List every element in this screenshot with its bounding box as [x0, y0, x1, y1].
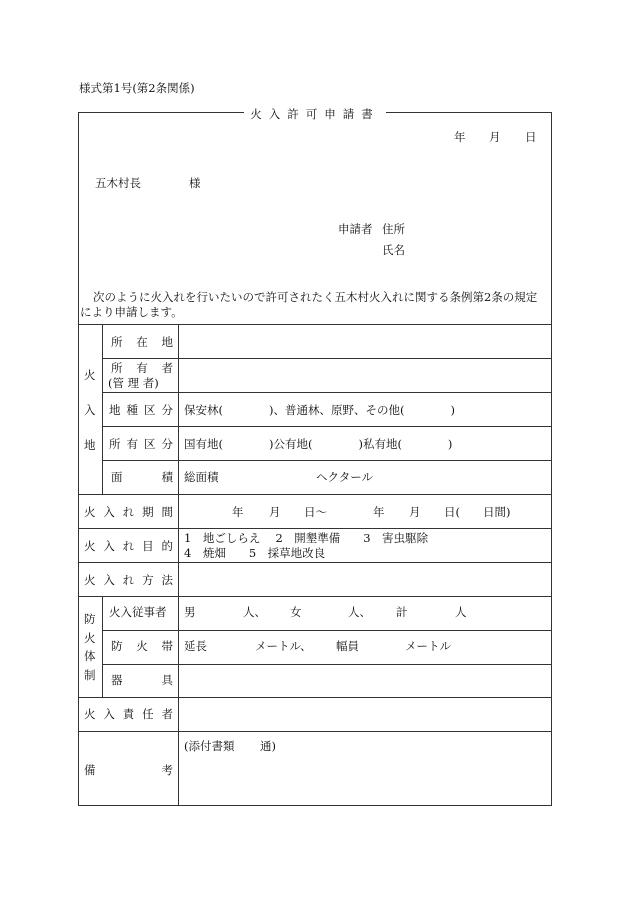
attachment-label: (添付書類 [184, 739, 235, 753]
rule-land-1 [102, 358, 552, 359]
rule-remarks-top [78, 731, 552, 732]
period-start-day: 日〜 [304, 505, 327, 519]
rule-prevention-2 [102, 664, 552, 665]
rule-prevention-top [78, 596, 552, 597]
address-label: 住所 [382, 222, 405, 236]
area-total-label: 総面積 [184, 470, 219, 484]
form-title-bar [78, 106, 552, 120]
workers-female-unit: 人、 [348, 605, 371, 619]
ownership-class-value: 国有地( )公有地( )私有地( ) [184, 437, 453, 451]
rule-table-top [78, 324, 552, 325]
period-label: 火 入 れ 期 間 [84, 505, 173, 519]
statement-line2: により申請します。 [80, 305, 183, 319]
rule-land-3 [102, 426, 552, 427]
equipment-label: 器 具 [111, 673, 173, 687]
purpose-options-line1: 1 地ごしらえ 2 開墾準備 3 害虫駆除 [184, 531, 429, 545]
method-label: 火 入 れ 方 法 [84, 573, 173, 587]
applicant-label: 申請者 [338, 222, 373, 236]
area-unit: ヘクタール [316, 470, 374, 484]
firebreak-width-unit: メートル [405, 639, 451, 653]
period-end-day: 日( [444, 505, 460, 519]
responsible-label: 火 入 責 任 者 [84, 707, 173, 721]
rule-purpose-top [78, 528, 552, 529]
addressee-village: 五木村長 [95, 176, 141, 190]
rule-prevention-1 [102, 630, 552, 631]
firebreak-length-label: 延長 [184, 639, 207, 653]
form-title: 火入許可申請書 [244, 107, 386, 121]
rule-responsible-top [78, 697, 552, 698]
period-end-year: 年 [373, 505, 385, 519]
period-start-month: 月 [269, 505, 281, 519]
date-year-label: 年 [454, 130, 466, 144]
land-class-value: 保安林( )、普通林、原野、その他( ) [184, 403, 455, 417]
name-label: 氏名 [382, 243, 405, 257]
purpose-options-line2: 4 焼畑 5 採草地改良 [184, 546, 326, 560]
application-form-frame [78, 112, 552, 806]
rule-land-4 [102, 460, 552, 461]
form-number: 様式第1号(第2条関係) [79, 81, 195, 95]
date-day-label: 日 [525, 130, 537, 144]
attachment-count-suffix: 通) [260, 739, 276, 753]
rule-land-2 [102, 392, 552, 393]
land-class-label: 地 種 区 分 [109, 403, 173, 417]
owner-sub-label: (管 理 者) [108, 376, 159, 390]
location-label: 所 在 地 [111, 335, 173, 349]
period-days: 日間) [483, 505, 511, 519]
land-group-label: 火 入 地 [84, 368, 96, 452]
rule-method-top [78, 562, 552, 563]
rule-prevention-group-divider [102, 596, 103, 697]
rule-period-top [78, 494, 552, 495]
area-label: 面 積 [111, 470, 173, 484]
workers-total-label: 計 [396, 605, 408, 619]
workers-male-unit: 人、 [243, 605, 266, 619]
ownership-class-label: 所 有 区 分 [109, 437, 173, 451]
rule-land-group-divider [102, 324, 103, 494]
firebreak-label: 防 火 帯 [111, 639, 173, 653]
firebreak-width-label: 幅員 [336, 639, 359, 653]
remarks-label: 備 考 [84, 763, 173, 777]
date-month-label: 月 [489, 130, 501, 144]
statement-line1: 次のように火入れを行いたいので許可されたく五木村火入れに関する条例第2条の規定 [93, 290, 538, 304]
rule-label-column-divider [178, 324, 179, 806]
prevention-group-label: 防 火 体 制 [84, 612, 96, 682]
workers-total-unit: 人 [455, 605, 467, 619]
workers-label: 火入従事者 [109, 605, 167, 619]
purpose-label: 火 入 れ 目 的 [84, 539, 173, 553]
period-end-month: 月 [409, 505, 421, 519]
workers-male-label: 男 [184, 605, 196, 619]
owner-label: 所 有 者 [111, 361, 173, 375]
period-start-year: 年 [232, 505, 244, 519]
workers-female-label: 女 [290, 605, 302, 619]
addressee-honorific: 様 [189, 176, 201, 190]
firebreak-length-unit: メートル、 [255, 639, 312, 653]
